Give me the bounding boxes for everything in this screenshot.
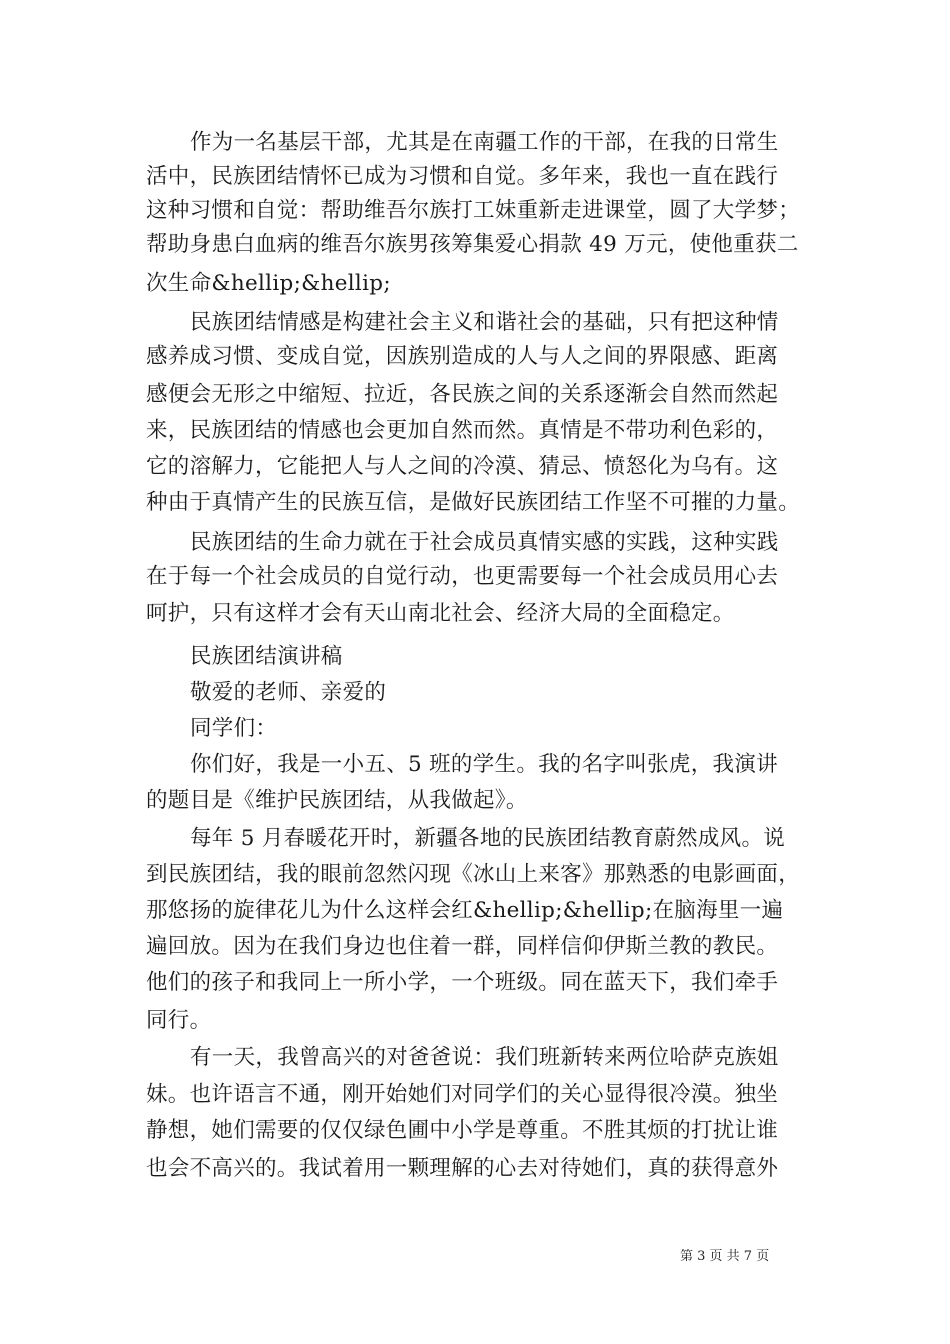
text-line: 也会不高兴的。我试着用一颗理解的心去对待她们，真的获得意外 — [146, 1156, 779, 1181]
text-line: 遍回放。因为在我们身边也住着一群，同样信仰伊斯兰教的教民。 — [146, 934, 779, 959]
text-line: 同行。 — [146, 1008, 212, 1033]
text-line: 的题目是《维护民族团结，从我做起》。 — [146, 788, 528, 813]
text-line: 种由于真情产生的民族互信，是做好民族团结工作坚不可摧的力量。 — [146, 490, 801, 515]
text-line: 到民族团结，我的眼前忽然闪现《冰山上来客》那熟悉的电影画面， — [146, 862, 801, 887]
text-line: 这种习惯和自觉：帮助维吾尔族打工妹重新走进课堂，圆了大学梦； — [146, 198, 801, 223]
text-line: 你们好，我是一小五、5 班的学生。我的名字叫张虎，我演讲 — [190, 752, 778, 777]
text-line: 在于每一个社会成员的自觉行动，也更需要每一个社会成员用心去 — [146, 564, 779, 589]
text-line: 感便会无形之中缩短、拉近，各民族之间的关系逐渐会自然而然起 — [146, 382, 779, 407]
text-line: 来，民族团结的情感也会更加自然而然。真情是不带功利色彩的， — [146, 418, 779, 443]
text-line: 民族团结情感是构建社会主义和谐社会的基础，只有把这种情 — [190, 310, 779, 335]
text-line: 活中，民族团结情怀已成为习惯和自觉。多年来，我也一直在践行 — [146, 164, 779, 189]
text-line: 有一天，我曾高兴的对爸爸说：我们班新转来两位哈萨克族姐 — [190, 1045, 779, 1070]
text-line: 感养成习惯、变成自觉，因族别造成的人与人之间的界限感、距离 — [146, 344, 779, 369]
text-line: 妹。也许语言不通，刚开始她们对同学们的关心显得很冷漠。独坐 — [146, 1082, 779, 1107]
text-line: 次生命&hellip;&hellip; — [146, 271, 391, 296]
salutation: 同学们： — [190, 716, 278, 741]
page-number: 第 3 页 共 7 页 — [680, 1249, 770, 1264]
text-line: 静想，她们需要的仅仅绿色圃中小学是尊重。不胜其烦的打扰让谁 — [146, 1118, 779, 1143]
text-line: 那悠扬的旋律花儿为什么这样会红&hellip;&hellip;在脑海里一遍 — [146, 898, 784, 923]
text-line: 帮助身患白血病的维吾尔族男孩筹集爱心捐款 49 万元，使他重获二 — [146, 232, 799, 257]
text-line: 作为一名基层干部，尤其是在南疆工作的干部，在我的日常生 — [190, 130, 779, 155]
section-title: 民族团结演讲稿 — [190, 644, 343, 669]
text-line: 它的溶解力，它能把人与人之间的冷漠、猜忌、愤怒化为乌有。这 — [146, 454, 779, 479]
text-line: 他们的孩子和我同上一所小学，一个班级。同在蓝天下，我们牵手 — [146, 970, 779, 995]
text-line: 呵护，只有这样才会有天山南北社会、经济大局的全面稳定。 — [146, 601, 735, 626]
text-line: 民族团结的生命力就在于社会成员真情实感的实践，这种实践 — [190, 530, 779, 555]
salutation: 敬爱的老师、亲爱的 — [190, 680, 387, 705]
text-line: 每年 5 月春暖花开时，新疆各地的民族团结教育蔚然成风。说 — [190, 826, 786, 851]
